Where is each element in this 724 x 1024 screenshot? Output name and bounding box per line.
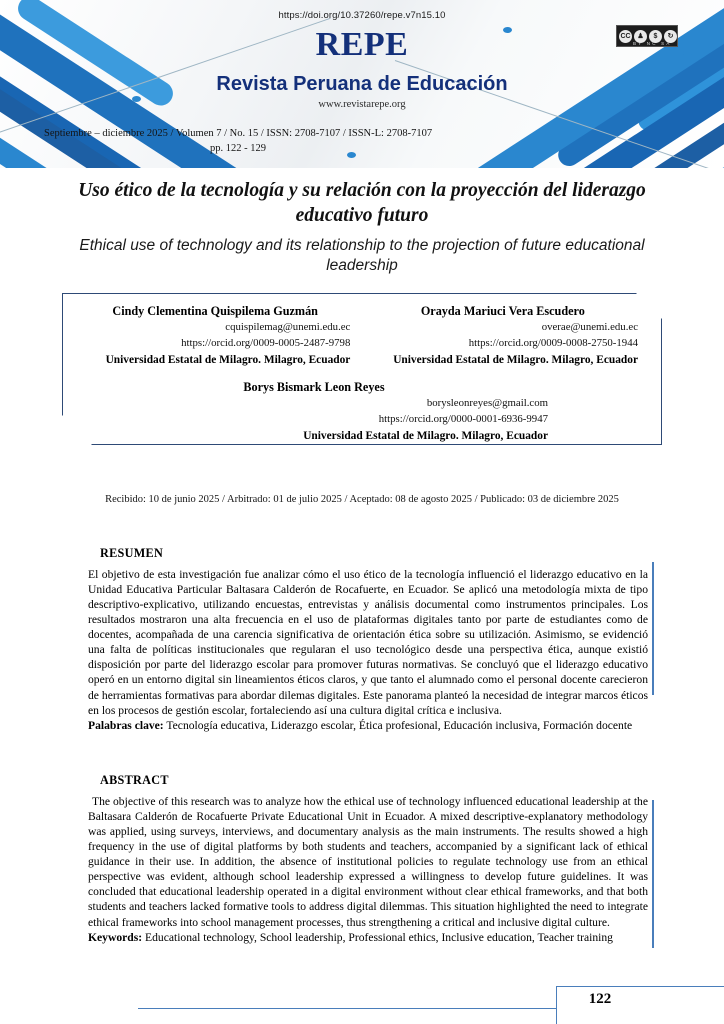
journal-header-banner: [0, 0, 724, 168]
resumen-body: [88, 567, 648, 733]
issue-metadata: [44, 126, 432, 156]
author-email[interactable]: borysleonreyes@gmail.com: [426, 397, 548, 410]
article-title-english: Ethical use of technology and its relationship to the projection of future educational leadership: [79, 236, 645, 275]
footer-divider: [138, 1008, 556, 1009]
resumen-text: El objetivo de esta investigación fue analizar cómo el uso ético de la tecnología influenció el liderazgo educativo en la Unidad Educativa Particular Baltasara Calderón de Rocafuerte, en Ecuador. Se aplicó una metodología mixta de tipo descriptivo-explicativo, utilizando encuestas, entrevistas y análisis documental como instrumentos principales. Los resultados mostraron una alta frecuencia en el uso de plataformas digitales tanto por parte de estudiantes como de docentes, acompañada de una carencia significativa de orientación ética sobre su utilización. Asimismo, se evidenció una falta de políticas institucionales que regularan el uso tecnológico desde una perspectiva ética, aunque existió disposición por parte del liderazgo escolar para promover futuras normativas. Se concluyó que el liderazgo educativo operó en un entorno digital sin lineamientos éticos claros, y que tanto el alumnado como el personal docente carecieron de herramientas formativas para abordar dilemas digitales. Este panorama planteó la necesidad de integrar marcos éticos en los procesos de gestión escolar, fortaleciendo así una cultura digital crítica e inclusiva.: [88, 568, 648, 717]
journal-abbreviation: REPE: [315, 26, 409, 63]
doi-link[interactable]: https://doi.org/10.37260/repe.v7n15.10: [278, 10, 446, 21]
author-name: Borys Bismark Leon Reyes: [243, 380, 385, 395]
page-number: 122: [588, 991, 612, 1007]
author-entry: [368, 302, 644, 368]
author-email[interactable]: cquispilemag@unemi.edu.ec: [225, 321, 351, 334]
issue-page-range: pp. 122 - 129: [210, 143, 267, 155]
resumen-heading: RESUMEN: [100, 546, 164, 560]
creative-commons-license-badge[interactable]: [616, 25, 678, 47]
abstract-keywords: Educational technology, School leadership, Professional ethics, Inclusive education, Teacher training: [145, 930, 613, 944]
author-email[interactable]: overae@unemi.edu.ec: [541, 321, 638, 334]
page-title: Uso ético de la tecnología y su relación con la proyección del liderazgo educativo futuro: [78, 180, 646, 227]
author-orcid-link[interactable]: https://orcid.org/0000-0001-6936-9947: [378, 413, 548, 426]
resumen-side-rule: [652, 562, 654, 695]
article-title-block: [62, 178, 662, 277]
publication-dates: Recibido: 10 de junio 2025 / Arbitrado: 01 de julio 2025 / Aceptado: 08 de agosto 2025 / Publicado: 03 de diciembre 2025: [105, 494, 619, 505]
resumen-keywords: Tecnología educativa, Liderazgo escolar, Ética profesional, Educación inclusiva, Formación docente: [166, 718, 633, 732]
abstract-keywords-label: Keywords:: [88, 930, 143, 944]
author-affiliation: Universidad Estatal de Milagro. Milagro, Ecuador: [393, 353, 638, 366]
abstract-text: The objective of this research was to analyze how the ethical use of technology influenced educational leadership at the Baltasara Calderón de Rocafuerte Private Educational Unit in Ecuador. A mixed descriptive-explanatory methodology was applied, using surveys, interviews, and documentary analysis as the main instruments. The results showed a high frequency in the use of digital platforms by both students and teachers, accompanied by a significant lack of ethical guidance in their use. In addition, the absence of institutional policies to regulate technology use from an ethical perspective was evident, although school leadership expressed a willingness to develop future guidelines. It was concluded that educational leadership operated in a digital environment without clear ethical frameworks, and that both students and teachers lacked formative tools to address digital dilemmas. This situation highlighted the need to integrate ethical frameworks into school management processes, thus strengthening a critical and inclusive digital culture.: [88, 795, 648, 929]
abstract-side-rule: [652, 800, 654, 948]
author-orcid-link[interactable]: https://orcid.org/0009-0008-2750-1944: [468, 336, 638, 349]
nc-dollar-icon: $: [649, 30, 662, 43]
author-entry: [80, 302, 356, 368]
author-orcid-link[interactable]: https://orcid.org/0009-0005-2487-9798: [181, 336, 351, 349]
journal-title: Revista Peruana de Educación: [216, 73, 508, 95]
abstract-heading: ABSTRACT: [100, 773, 169, 787]
author-name: Cindy Clementina Quispilema Guzmán: [112, 304, 318, 318]
abstract-section: [88, 773, 648, 945]
by-person-icon: ♟: [634, 30, 647, 43]
author-box: [62, 293, 662, 445]
journal-website-link[interactable]: www.revistarepe.org: [318, 99, 406, 110]
resumen-keywords-label: Palabras clave:: [88, 718, 164, 732]
author-row-secondary: [80, 368, 644, 444]
abstract-body: [88, 794, 648, 945]
resumen-section: [88, 546, 648, 733]
cc-icon: CC: [619, 30, 632, 43]
author-name: Orayda Mariuci Vera Escudero: [420, 304, 585, 318]
sa-share-icon: ↻: [664, 30, 677, 43]
author-entry: [80, 378, 644, 444]
issue-volume-line: Septiembre – diciembre 2025 / Volumen 7 / No. 15 / ISSN: 2708-7107 / ISSN-L: 2708-7107: [44, 128, 433, 139]
cc-terms-label: BY NC SA: [633, 41, 672, 46]
author-affiliation: Universidad Estatal de Milagro. Milagro, Ecuador: [105, 353, 351, 366]
author-affiliation: Universidad Estatal de Milagro. Milagro, Ecuador: [303, 429, 548, 442]
author-row-primary: [80, 302, 644, 368]
